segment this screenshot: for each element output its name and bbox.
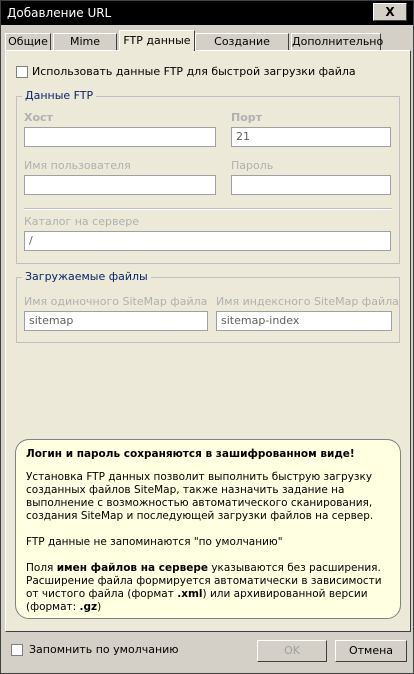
use-ftp-checkbox[interactable]	[16, 66, 28, 78]
password-label: Пароль	[231, 159, 274, 172]
title-bar	[1, 1, 413, 25]
note-paragraph-2: FTP данные не запоминаются "по умолчанию"	[26, 536, 283, 548]
note-bold-text: .xml	[177, 588, 203, 600]
note-heading: Логин и пароль сохраняются в зашифрованном виде!	[26, 448, 355, 460]
username-label: Имя пользователя	[24, 159, 131, 172]
remember-default-checkbox[interactable]	[11, 644, 23, 656]
tab-ftp-data[interactable]: FTP данные	[119, 30, 195, 51]
close-button[interactable]: X	[373, 3, 407, 21]
uploaded-files-group-title: Загружаемые файлы	[22, 270, 151, 283]
note-text: указываются без расширения. Расширение файла формируется автоматически в зависимости от чистого файла (формат	[26, 562, 382, 600]
server-dir-input[interactable]: /	[24, 231, 391, 251]
note-bold-text: имен файлов на сервере	[56, 562, 208, 574]
server-dir-label: Каталог на сервере	[24, 215, 139, 228]
index-sitemap-label: Имя индексного SiteMap файла	[216, 295, 399, 308]
ftp-separator	[24, 208, 392, 210]
use-ftp-label: Использовать данные FTP для быстрой загрузки файла	[32, 65, 356, 78]
remember-default-label: Запомнить по умолчанию	[29, 643, 179, 656]
index-sitemap-input[interactable]: sitemap-index	[216, 311, 392, 331]
note-text: )	[97, 601, 102, 613]
password-input[interactable]	[231, 175, 391, 195]
note-text: Поля	[26, 562, 57, 574]
note-paragraph-3	[26, 562, 390, 614]
window-title: Добавление URL	[7, 6, 112, 20]
uploaded-files-group	[16, 277, 400, 343]
cancel-button[interactable]: Отмена	[335, 640, 407, 662]
note-text: ) или архивированной версии (формат:	[26, 588, 368, 613]
tab-file-creation[interactable]: Создание	[195, 33, 289, 50]
note-paragraph-1: Установка FTP данных позволит выполнить быструю загрузку созданных файлов SiteMap, также назначить задание на выполнение с возможностью автоматического сканирования, создания SiteMap и последующей загрузки файлов на сервер.	[26, 471, 374, 522]
info-note	[15, 439, 401, 619]
host-label: Хост	[24, 111, 53, 124]
ftp-data-group-title: Данные FTP	[22, 89, 96, 102]
host-input[interactable]	[24, 127, 216, 147]
single-sitemap-input[interactable]: sitemap	[24, 311, 208, 331]
tab-general[interactable]: Общие	[5, 33, 51, 50]
username-input[interactable]	[24, 175, 216, 195]
tab-additional[interactable]: Дополнительно	[292, 35, 384, 48]
port-input[interactable]: 21	[231, 127, 391, 147]
port-label: Порт	[231, 111, 263, 124]
ok-button[interactable]: OK	[257, 640, 327, 662]
single-sitemap-label: Имя одиночного SiteMap файла	[24, 295, 208, 308]
tab-mime-types[interactable]: Mime	[53, 33, 117, 50]
note-bold-text: .gz	[79, 601, 98, 613]
